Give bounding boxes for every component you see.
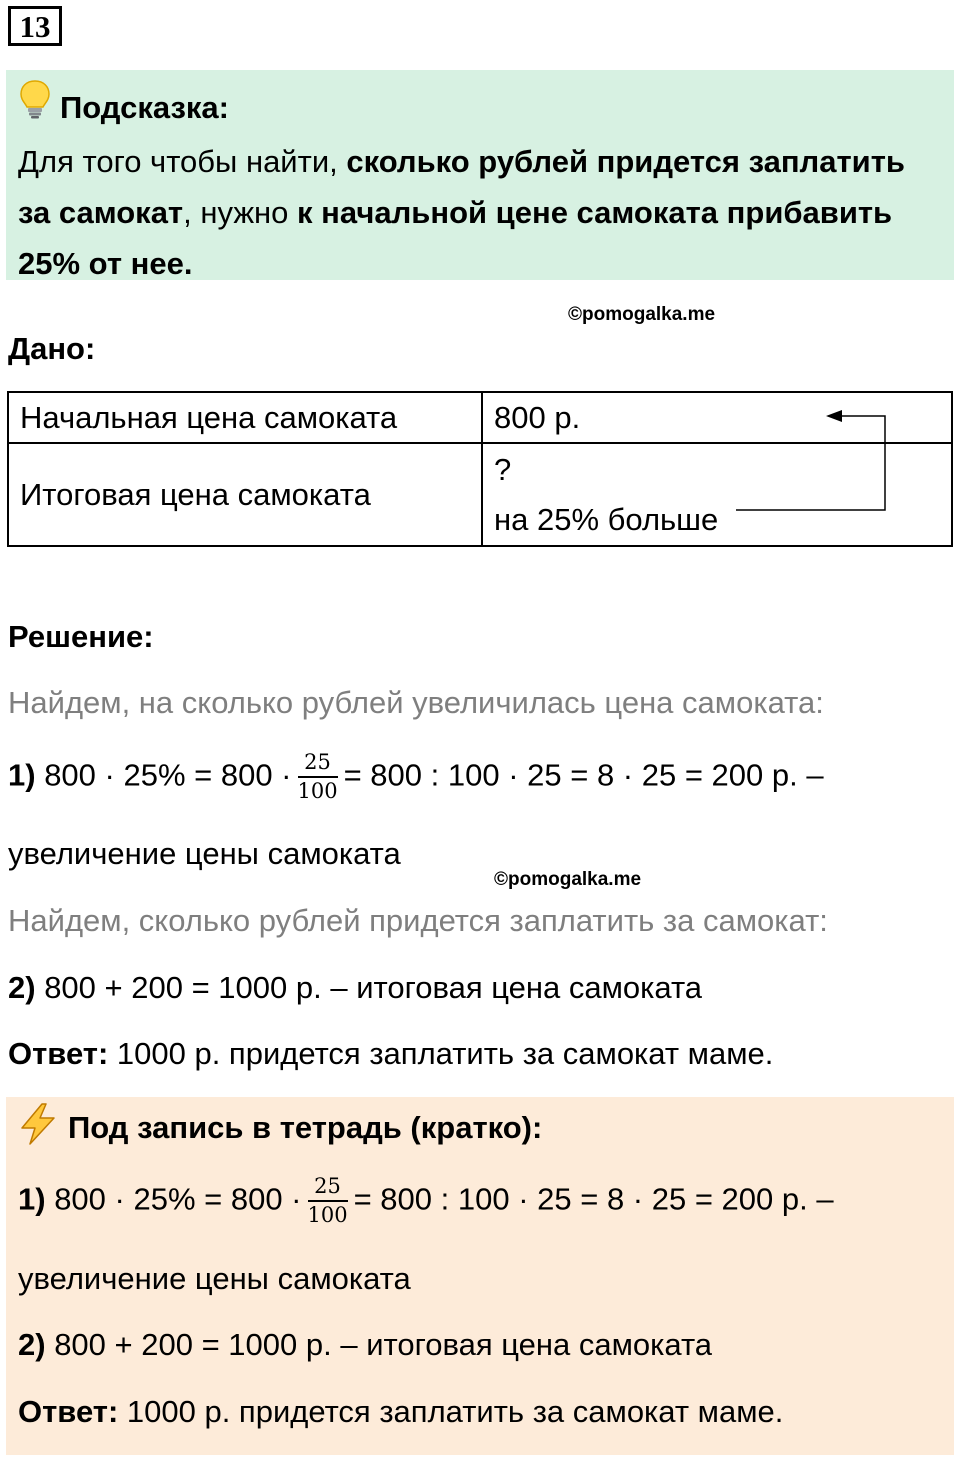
step1-line — [8, 751, 824, 803]
answer-line — [8, 1036, 773, 1072]
brief-step1-line — [18, 1175, 834, 1227]
brief-answer-label: Ответ: — [18, 1394, 119, 1429]
brief-step1-expr-b: = 800 : 100 · 25 = 8 · 25 = 200 р. – — [353, 1181, 834, 1217]
lightning-icon — [18, 1103, 58, 1153]
solution-label: Решение: — [8, 619, 154, 654]
step1-desc: увеличение цены самоката — [8, 836, 401, 871]
hint-text-bold2: к начальной цене самоката прибавить 25% от нее. — [18, 195, 893, 281]
answer-text: 1000 р. придется заплатить за самокат маме. — [108, 1036, 774, 1071]
fraction-numerator: 25 — [308, 1175, 348, 1202]
watermark: ©pomogalka.me — [568, 304, 716, 325]
brief-step2-number: 2) — [18, 1327, 46, 1362]
hint-text-part2: , нужно — [183, 195, 298, 230]
hint-title-row — [18, 80, 940, 136]
step2-line — [8, 970, 702, 1006]
given-note: на 25% больше — [494, 501, 719, 537]
fraction — [308, 1175, 348, 1227]
given-label: Дано: — [8, 331, 96, 366]
brief-box — [6, 1097, 954, 1455]
arrow-connector — [720, 400, 900, 520]
given-unknown: ? — [494, 451, 512, 487]
fraction-numerator: 25 — [298, 751, 338, 778]
brief-answer-text: 1000 р. придется заплатить за самокат маме. — [118, 1394, 784, 1429]
fraction-denominator: 100 — [297, 779, 338, 804]
hint-title: Подсказка: — [60, 90, 229, 125]
step1-number: 1) — [8, 757, 36, 793]
brief-answer-line — [18, 1394, 783, 1430]
step2-expr: 800 + 200 = 1000 р. – итоговая цена самоката — [35, 970, 703, 1005]
fraction-denominator: 100 — [307, 1203, 348, 1228]
brief-step1-number: 1) — [18, 1181, 46, 1217]
step2-intro: Найдем, сколько рублей придется заплатить за самокат: — [8, 903, 828, 938]
step1-intro: Найдем, на сколько рублей увеличилась цена самоката: — [8, 685, 824, 720]
task-number: 13 — [8, 6, 62, 46]
fraction — [298, 751, 338, 803]
lightbulb-icon — [18, 79, 60, 137]
hint-text-part1: Для того чтобы найти, — [18, 144, 347, 179]
brief-title-row — [18, 1105, 542, 1151]
brief-title: Под запись в тетрадь (кратко): — [68, 1110, 543, 1145]
given-cell-name: Начальная цена самоката — [8, 392, 482, 443]
brief-step1-desc: увеличение цены самоката — [18, 1261, 411, 1296]
brief-step2-expr: 800 + 200 = 1000 р. – итоговая цена самоката — [45, 1327, 713, 1362]
step1-expr-a: 800 · 25% = 800 · — [35, 757, 292, 793]
hint-text — [18, 136, 940, 289]
step2-number: 2) — [8, 970, 36, 1005]
hint-text-bold1: сколько рублей придется заплатить за самокат — [18, 144, 905, 230]
watermark: ©pomogalka.me — [494, 869, 642, 890]
step1-expr-b: = 800 : 100 · 25 = 8 · 25 = 200 р. – — [343, 757, 824, 793]
given-cell-value: 800 р. — [482, 392, 952, 443]
answer-label: Ответ: — [8, 1036, 109, 1071]
given-cell-name: Итоговая цена самоката — [8, 443, 482, 546]
brief-step1-expr-a: 800 · 25% = 800 · — [45, 1181, 302, 1217]
brief-step2-line — [18, 1327, 712, 1363]
hint-box — [6, 70, 954, 280]
